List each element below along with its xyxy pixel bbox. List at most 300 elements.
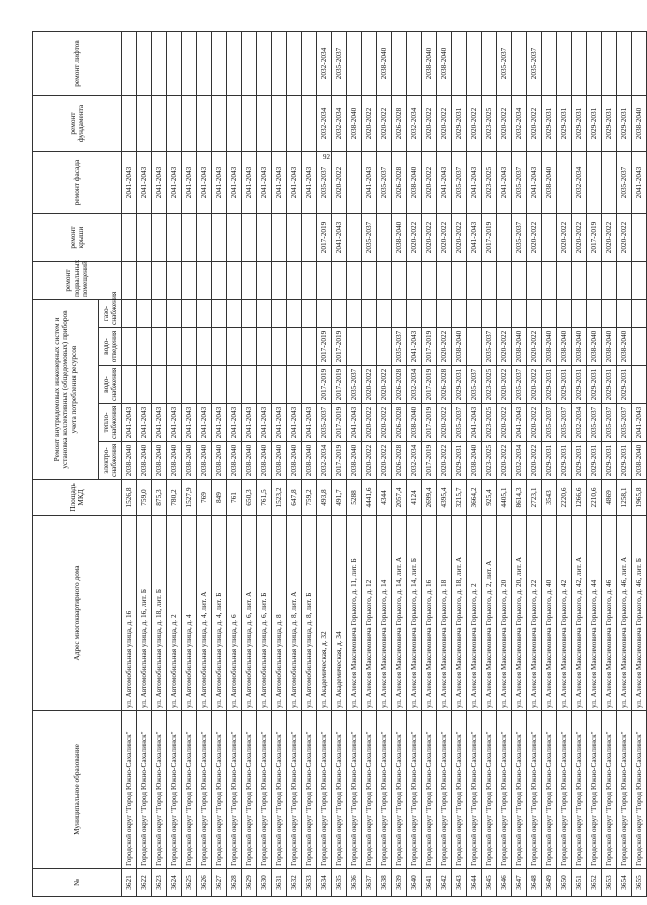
cell-lift bbox=[512, 32, 527, 96]
cell-roof: 2020-2022 bbox=[422, 214, 437, 262]
cell-address: ул. Алексея Максимовича Горького, д. 20 bbox=[497, 516, 512, 711]
cell-address: ул. Автомобильная улица, д. 16 bbox=[122, 516, 137, 711]
cell-address: ул. Алексея Максимовича Горького, д. 18 bbox=[437, 516, 452, 711]
cell-roof: 2020-2022 bbox=[617, 214, 632, 262]
cell-podval bbox=[512, 262, 527, 300]
cell-roof bbox=[347, 214, 362, 262]
cell-water bbox=[137, 366, 152, 404]
cell-heat: 2041-2043 bbox=[302, 404, 317, 442]
cell-roof: 2020-2022 bbox=[407, 214, 422, 262]
cell-lift bbox=[452, 32, 467, 96]
cell-area: 3543 bbox=[542, 480, 557, 516]
cell-area: 1266,6 bbox=[572, 480, 587, 516]
cell-roof bbox=[122, 214, 137, 262]
cell-gas bbox=[212, 300, 227, 328]
cell-num: 3652 bbox=[587, 869, 602, 897]
cell-num: 3650 bbox=[557, 869, 572, 897]
cell-lift bbox=[392, 32, 407, 96]
cell-facade bbox=[602, 152, 617, 214]
cell-num: 3640 bbox=[407, 869, 422, 897]
table-row bbox=[557, 32, 572, 897]
cell-lift bbox=[407, 32, 422, 96]
cell-municipality: Городской округ "Город Южно-Сахалинск" bbox=[182, 711, 197, 869]
cell-podval bbox=[257, 262, 272, 300]
cell-heat: 2041-2043 bbox=[512, 404, 527, 442]
table-row bbox=[542, 32, 557, 897]
cell-address: ул. Алексея Максимовича Горького, д. 2, лит. А bbox=[482, 516, 497, 711]
cell-electro: 2038-2040 bbox=[227, 442, 242, 480]
cell-roof bbox=[182, 214, 197, 262]
cell-gas bbox=[617, 300, 632, 328]
cell-heat: 2035-2037 bbox=[617, 404, 632, 442]
cell-num: 3639 bbox=[392, 869, 407, 897]
table-row bbox=[167, 32, 182, 897]
cell-lift: 2035-2037 bbox=[527, 32, 542, 96]
cell-lift bbox=[242, 32, 257, 96]
cell-gas bbox=[587, 300, 602, 328]
cell-water: 2035-2037 bbox=[347, 366, 362, 404]
cell-drain bbox=[152, 328, 167, 366]
cell-area: 2723,1 bbox=[527, 480, 542, 516]
cell-podval bbox=[407, 262, 422, 300]
cell-heat: 2041-2043 bbox=[167, 404, 182, 442]
cell-roof: 2038-2040 bbox=[392, 214, 407, 262]
cell-podval bbox=[557, 262, 572, 300]
cell-lift bbox=[587, 32, 602, 96]
cell-municipality: Городской округ "Город Южно-Сахалинск" bbox=[437, 711, 452, 869]
table-row bbox=[197, 32, 212, 897]
cell-lift bbox=[557, 32, 572, 96]
cell-gas bbox=[542, 300, 557, 328]
cell-water bbox=[182, 366, 197, 404]
cell-num: 3632 bbox=[287, 869, 302, 897]
cell-foundation bbox=[137, 96, 152, 152]
cell-podval bbox=[197, 262, 212, 300]
cell-gas bbox=[602, 300, 617, 328]
cell-area: 493,8 bbox=[317, 480, 332, 516]
cell-water bbox=[287, 366, 302, 404]
cell-num: 3628 bbox=[227, 869, 242, 897]
cell-podval bbox=[122, 262, 137, 300]
cell-facade: 2041-2043 bbox=[182, 152, 197, 214]
cell-num: 3629 bbox=[242, 869, 257, 897]
cell-podval bbox=[437, 262, 452, 300]
cell-foundation: 2029-2031 bbox=[617, 96, 632, 152]
cell-gas bbox=[287, 300, 302, 328]
cell-podval bbox=[242, 262, 257, 300]
cell-num: 3655 bbox=[632, 869, 647, 897]
cell-podval bbox=[542, 262, 557, 300]
cell-gas bbox=[632, 300, 647, 328]
cell-roof: 2035-2037 bbox=[512, 214, 527, 262]
table-row bbox=[137, 32, 152, 897]
cell-electro: 2029-2031 bbox=[572, 442, 587, 480]
header-facade: ремонт фасада bbox=[33, 152, 122, 214]
cell-roof: 2041-2043 bbox=[467, 214, 482, 262]
cell-podval bbox=[137, 262, 152, 300]
table-row bbox=[212, 32, 227, 897]
cell-electro: 2038-2040 bbox=[257, 442, 272, 480]
cell-gas bbox=[332, 300, 347, 328]
cell-foundation bbox=[167, 96, 182, 152]
cell-address: ул. Алексея Максимовича Горького, д. 20, лит. А bbox=[512, 516, 527, 711]
cell-facade: 2035-2037 bbox=[377, 152, 392, 214]
table-row bbox=[437, 32, 452, 897]
cell-heat: 2041-2043 bbox=[137, 404, 152, 442]
cell-address: ул. Алексея Максимовича Горького, д. 44 bbox=[587, 516, 602, 711]
cell-area: 1523,2 bbox=[272, 480, 287, 516]
table-row bbox=[632, 32, 647, 897]
table-row bbox=[482, 32, 497, 897]
cell-electro: 2017-2019 bbox=[332, 442, 347, 480]
cell-municipality: Городской округ "Город Южно-Сахалинск" bbox=[407, 711, 422, 869]
cell-area: 4405,1 bbox=[497, 480, 512, 516]
cell-lift bbox=[362, 32, 377, 96]
cell-facade: 2041-2043 bbox=[122, 152, 137, 214]
cell-podval bbox=[167, 262, 182, 300]
table-row bbox=[362, 32, 377, 897]
cell-facade: 2026-2028 bbox=[392, 152, 407, 214]
cell-lift bbox=[572, 32, 587, 96]
cell-water bbox=[257, 366, 272, 404]
table-row bbox=[287, 32, 302, 897]
cell-roof bbox=[542, 214, 557, 262]
cell-water: 2029-2031 bbox=[572, 366, 587, 404]
cell-num: 3624 bbox=[167, 869, 182, 897]
cell-lift bbox=[602, 32, 617, 96]
cell-podval bbox=[212, 262, 227, 300]
cell-heat: 2041-2043 bbox=[272, 404, 287, 442]
cell-electro: 2038-2040 bbox=[182, 442, 197, 480]
cell-heat: 2041-2043 bbox=[182, 404, 197, 442]
cell-heat: 2041-2043 bbox=[122, 404, 137, 442]
cell-area: 8614,3 bbox=[512, 480, 527, 516]
cell-municipality: Городской округ "Город Южно-Сахалинск" bbox=[197, 711, 212, 869]
cell-address: ул. Алексея Максимовича Горького, д. 42, лит. А bbox=[572, 516, 587, 711]
header-podval: ремонт подвальных помещений bbox=[33, 262, 122, 300]
cell-water bbox=[272, 366, 287, 404]
cell-gas bbox=[347, 300, 362, 328]
cell-drain: 2020-2022 bbox=[527, 328, 542, 366]
table-row bbox=[302, 32, 317, 897]
cell-water: 2032-2034 bbox=[407, 366, 422, 404]
cell-podval bbox=[587, 262, 602, 300]
cell-lift bbox=[617, 32, 632, 96]
cell-facade: 2035-2037 bbox=[317, 152, 332, 214]
cell-podval bbox=[527, 262, 542, 300]
cell-water: 2017-2019 bbox=[332, 366, 347, 404]
header-area: Площадь МКД bbox=[33, 480, 122, 516]
cell-drain: 2038-2040 bbox=[557, 328, 572, 366]
cell-podval bbox=[422, 262, 437, 300]
cell-electro: 2029-2031 bbox=[617, 442, 632, 480]
cell-roof bbox=[257, 214, 272, 262]
header-water: водо-снабжения bbox=[99, 366, 122, 404]
cell-foundation: 2029-2031 bbox=[557, 96, 572, 152]
cell-facade: 2041-2043 bbox=[287, 152, 302, 214]
cell-municipality: Городской округ "Город Южно-Сахалинск" bbox=[212, 711, 227, 869]
cell-roof: 2035-2037 bbox=[362, 214, 377, 262]
cell-roof: 2017-2019 bbox=[317, 214, 332, 262]
cell-electro: 2038-2040 bbox=[152, 442, 167, 480]
cell-water: 2023-2025 bbox=[482, 366, 497, 404]
cell-drain bbox=[362, 328, 377, 366]
cell-gas bbox=[122, 300, 137, 328]
cell-gas bbox=[362, 300, 377, 328]
cell-drain bbox=[272, 328, 287, 366]
cell-address: ул. Автомобильная улица, д. 4, лит. Б bbox=[212, 516, 227, 711]
table-row bbox=[242, 32, 257, 897]
cell-num: 3646 bbox=[497, 869, 512, 897]
cell-electro: 2038-2040 bbox=[467, 442, 482, 480]
cell-drain bbox=[167, 328, 182, 366]
cell-gas bbox=[407, 300, 422, 328]
cell-address: ул. Алексея Максимовича Горького, д. 2 bbox=[467, 516, 482, 711]
cell-num: 3645 bbox=[482, 869, 497, 897]
table-row bbox=[317, 32, 332, 897]
cell-gas bbox=[377, 300, 392, 328]
cell-podval bbox=[572, 262, 587, 300]
cell-facade: 2032-2034 bbox=[572, 152, 587, 214]
cell-roof bbox=[302, 214, 317, 262]
cell-drain bbox=[212, 328, 227, 366]
cell-area: 1258,1 bbox=[617, 480, 632, 516]
cell-heat: 2041-2043 bbox=[287, 404, 302, 442]
cell-gas bbox=[512, 300, 527, 328]
cell-podval bbox=[617, 262, 632, 300]
cell-drain bbox=[122, 328, 137, 366]
cell-roof: 2020-2022 bbox=[572, 214, 587, 262]
cell-roof: 2017-2019 bbox=[587, 214, 602, 262]
cell-foundation bbox=[302, 96, 317, 152]
cell-municipality: Городской округ "Город Южно-Сахалинск" bbox=[152, 711, 167, 869]
cell-address: ул. Автомобильная улица, д. 2 bbox=[167, 516, 182, 711]
cell-address: ул. Автомобильная улица, д. 6, лит. Б bbox=[257, 516, 272, 711]
cell-facade bbox=[347, 152, 362, 214]
cell-area: 650,3 bbox=[242, 480, 257, 516]
cell-num: 3636 bbox=[347, 869, 362, 897]
cell-electro: 2020-2022 bbox=[362, 442, 377, 480]
cell-electro: 2026-2028 bbox=[392, 442, 407, 480]
cell-water: 2020-2022 bbox=[377, 366, 392, 404]
cell-municipality: Городской округ "Город Южно-Сахалинск" bbox=[572, 711, 587, 869]
cell-municipality: Городской округ "Город Южно-Сахалинск" bbox=[527, 711, 542, 869]
table-row bbox=[392, 32, 407, 897]
cell-electro: 2032-2034 bbox=[512, 442, 527, 480]
cell-gas bbox=[452, 300, 467, 328]
repair-schedule-table bbox=[32, 31, 647, 897]
cell-num: 3644 bbox=[467, 869, 482, 897]
cell-electro: 2029-2031 bbox=[602, 442, 617, 480]
header-num: № bbox=[33, 869, 122, 897]
cell-area: 2210,6 bbox=[587, 480, 602, 516]
cell-roof bbox=[227, 214, 242, 262]
cell-lift bbox=[467, 32, 482, 96]
cell-foundation: 2020-2022 bbox=[437, 96, 452, 152]
cell-facade bbox=[587, 152, 602, 214]
cell-municipality: Городской округ "Город Южно-Сахалинск" bbox=[422, 711, 437, 869]
cell-heat: 2035-2037 bbox=[602, 404, 617, 442]
cell-podval bbox=[302, 262, 317, 300]
cell-area: 2220,6 bbox=[557, 480, 572, 516]
cell-drain bbox=[137, 328, 152, 366]
table-row bbox=[572, 32, 587, 897]
cell-water bbox=[227, 366, 242, 404]
cell-drain bbox=[632, 328, 647, 366]
cell-address: ул. Алексея Максимовича Горького, д. 14, лит. Б bbox=[407, 516, 422, 711]
cell-heat: 2041-2043 bbox=[242, 404, 257, 442]
cell-municipality: Городской округ "Город Южно-Сахалинск" bbox=[272, 711, 287, 869]
cell-drain: 2038-2040 bbox=[587, 328, 602, 366]
header-address: Адрес многоквартирного дома bbox=[33, 516, 122, 711]
cell-gas bbox=[467, 300, 482, 328]
cell-area: 4441,6 bbox=[362, 480, 377, 516]
cell-roof: 2020-2022 bbox=[527, 214, 542, 262]
cell-gas bbox=[497, 300, 512, 328]
cell-podval bbox=[332, 262, 347, 300]
cell-lift bbox=[122, 32, 137, 96]
cell-municipality: Городской округ "Город Южно-Сахалинск" bbox=[587, 711, 602, 869]
cell-facade: 2020-2022 bbox=[332, 152, 347, 214]
cell-gas bbox=[242, 300, 257, 328]
cell-drain: 2017-2019 bbox=[317, 328, 332, 366]
cell-water bbox=[242, 366, 257, 404]
cell-heat: 2035-2037 bbox=[557, 404, 572, 442]
cell-gas bbox=[257, 300, 272, 328]
cell-municipality: Городской округ "Город Южно-Сахалинск" bbox=[497, 711, 512, 869]
cell-heat: 2035-2037 bbox=[587, 404, 602, 442]
cell-municipality: Городской округ "Город Южно-Сахалинск" bbox=[347, 711, 362, 869]
cell-heat: 2041-2043 bbox=[347, 404, 362, 442]
cell-facade: 2041-2043 bbox=[137, 152, 152, 214]
cell-num: 3627 bbox=[212, 869, 227, 897]
cell-foundation: 2029-2031 bbox=[572, 96, 587, 152]
cell-num: 3651 bbox=[572, 869, 587, 897]
cell-municipality: Городской округ "Город Южно-Сахалинск" bbox=[287, 711, 302, 869]
cell-heat: 2035-2037 bbox=[542, 404, 557, 442]
cell-foundation: 2020-2022 bbox=[377, 96, 392, 152]
cell-roof bbox=[497, 214, 512, 262]
cell-lift bbox=[542, 32, 557, 96]
header-gas: газо-снабжения bbox=[99, 300, 122, 328]
cell-num: 3631 bbox=[272, 869, 287, 897]
cell-drain: 2038-2040 bbox=[617, 328, 632, 366]
cell-foundation: 2029-2031 bbox=[542, 96, 557, 152]
cell-foundation bbox=[182, 96, 197, 152]
cell-area: 759,0 bbox=[137, 480, 152, 516]
cell-num: 3643 bbox=[452, 869, 467, 897]
cell-facade: 2041-2043 bbox=[437, 152, 452, 214]
cell-area: 1527,9 bbox=[182, 480, 197, 516]
header-heat: тепло-снабжения bbox=[99, 404, 122, 442]
cell-address: ул. Автомобильная улица, д. 18, лит. Б bbox=[152, 516, 167, 711]
cell-podval bbox=[392, 262, 407, 300]
cell-water: 2020-2022 bbox=[362, 366, 377, 404]
cell-drain: 2041-2043 bbox=[407, 328, 422, 366]
cell-facade: 2041-2043 bbox=[272, 152, 287, 214]
cell-electro: 2038-2040 bbox=[632, 442, 647, 480]
cell-address: ул. Автомобильная улица, д. 4 bbox=[182, 516, 197, 711]
cell-drain bbox=[302, 328, 317, 366]
cell-podval bbox=[182, 262, 197, 300]
cell-drain bbox=[377, 328, 392, 366]
cell-address: ул. Автомобильная улица, д. 6, лит. А bbox=[242, 516, 257, 711]
cell-electro: 2038-2040 bbox=[137, 442, 152, 480]
page-number: 92 bbox=[323, 153, 330, 161]
cell-drain bbox=[197, 328, 212, 366]
cell-heat: 2035-2037 bbox=[452, 404, 467, 442]
cell-lift bbox=[632, 32, 647, 96]
cell-podval bbox=[287, 262, 302, 300]
cell-electro: 2029-2031 bbox=[587, 442, 602, 480]
cell-heat: 2041-2043 bbox=[227, 404, 242, 442]
cell-gas bbox=[197, 300, 212, 328]
table-row bbox=[347, 32, 362, 897]
cell-roof bbox=[632, 214, 647, 262]
cell-address: ул. Алексея Максимовича Горького, д. 18, лит. А bbox=[452, 516, 467, 711]
cell-num: 3653 bbox=[602, 869, 617, 897]
cell-drain bbox=[287, 328, 302, 366]
cell-facade: 2041-2043 bbox=[632, 152, 647, 214]
cell-lift bbox=[287, 32, 302, 96]
cell-roof: 2020-2022 bbox=[557, 214, 572, 262]
cell-electro: 2038-2040 bbox=[212, 442, 227, 480]
cell-address: ул. Автомобильная улица, д. 16, лит. Б bbox=[137, 516, 152, 711]
cell-facade: 2038-2040 bbox=[407, 152, 422, 214]
cell-area: 849 bbox=[212, 480, 227, 516]
cell-foundation bbox=[152, 96, 167, 152]
cell-heat: 2035-2037 bbox=[317, 404, 332, 442]
table-row bbox=[257, 32, 272, 897]
cell-num: 3625 bbox=[182, 869, 197, 897]
cell-water: 2020-2022 bbox=[497, 366, 512, 404]
header-foundation: ремонт фундамента bbox=[33, 96, 122, 152]
cell-area: 2699,4 bbox=[422, 480, 437, 516]
cell-area: 4124 bbox=[407, 480, 422, 516]
cell-water: 2020-2022 bbox=[527, 366, 542, 404]
cell-address: ул. Алексея Максимовича Горького, д. 46, лит. Б bbox=[632, 516, 647, 711]
cell-facade: 2041-2043 bbox=[527, 152, 542, 214]
cell-lift bbox=[182, 32, 197, 96]
cell-podval bbox=[602, 262, 617, 300]
cell-heat: 2041-2043 bbox=[257, 404, 272, 442]
cell-drain: 2035-2037 bbox=[482, 328, 497, 366]
table-row bbox=[332, 32, 347, 897]
cell-municipality: Городской округ "Город Южно-Сахалинск" bbox=[452, 711, 467, 869]
cell-drain bbox=[182, 328, 197, 366]
cell-foundation bbox=[242, 96, 257, 152]
cell-drain: 2038-2040 bbox=[452, 328, 467, 366]
cell-heat: 2020-2022 bbox=[362, 404, 377, 442]
cell-lift bbox=[137, 32, 152, 96]
cell-facade: 2041-2043 bbox=[257, 152, 272, 214]
cell-area: 769 bbox=[197, 480, 212, 516]
cell-roof: 2020-2022 bbox=[452, 214, 467, 262]
cell-address: ул. Автомобильная улица, д. 6 bbox=[227, 516, 242, 711]
cell-area: 3664,2 bbox=[467, 480, 482, 516]
cell-foundation: 2029-2031 bbox=[602, 96, 617, 152]
cell-address: ул. Алексея Максимовича Горького, д. 16 bbox=[422, 516, 437, 711]
cell-electro: 2038-2040 bbox=[167, 442, 182, 480]
cell-foundation: 2020-2022 bbox=[362, 96, 377, 152]
cell-drain bbox=[242, 328, 257, 366]
cell-facade: 2035-2037 bbox=[512, 152, 527, 214]
cell-foundation: 2029-2031 bbox=[587, 96, 602, 152]
cell-drain bbox=[227, 328, 242, 366]
cell-foundation bbox=[122, 96, 137, 152]
cell-roof bbox=[242, 214, 257, 262]
cell-lift bbox=[482, 32, 497, 96]
